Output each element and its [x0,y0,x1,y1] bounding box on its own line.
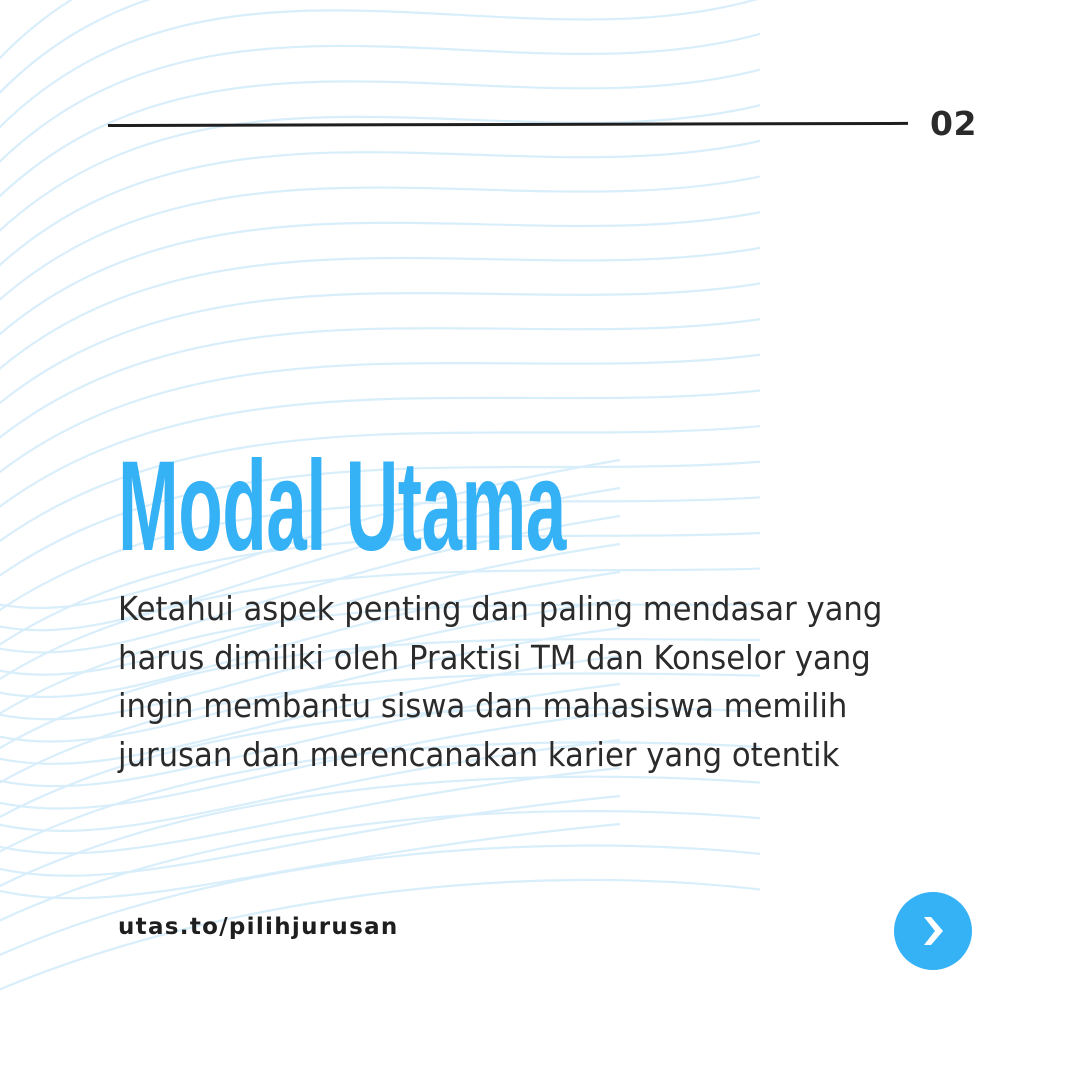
slide-title: Modal Utama [118,435,566,578]
description-line: jurusan dan merencanakan karier yang otentik [118,734,840,774]
page-number: 02 [930,104,977,143]
wave-line [0,136,780,284]
wave-line [0,64,780,216]
chevron-right-icon [918,913,948,949]
next-button[interactable] [894,892,972,970]
wave-line [0,777,780,896]
description-line: Ketahui aspek penting dan paling mendasar yang [118,589,883,628]
description-line: harus dimiliki oleh Praktisi TM dan Konselor yang [118,637,871,677]
wave-line [0,846,780,964]
wave-line [0,208,780,352]
footer-link[interactable]: utas.to/pilihjurusan [118,914,399,940]
description-line: ingin membantu siswa dan mahasiswa memilih [118,686,848,725]
wave-line [0,824,620,898]
slide-description [118,585,948,779]
wave-line [0,172,780,318]
wave-line [0,28,780,182]
